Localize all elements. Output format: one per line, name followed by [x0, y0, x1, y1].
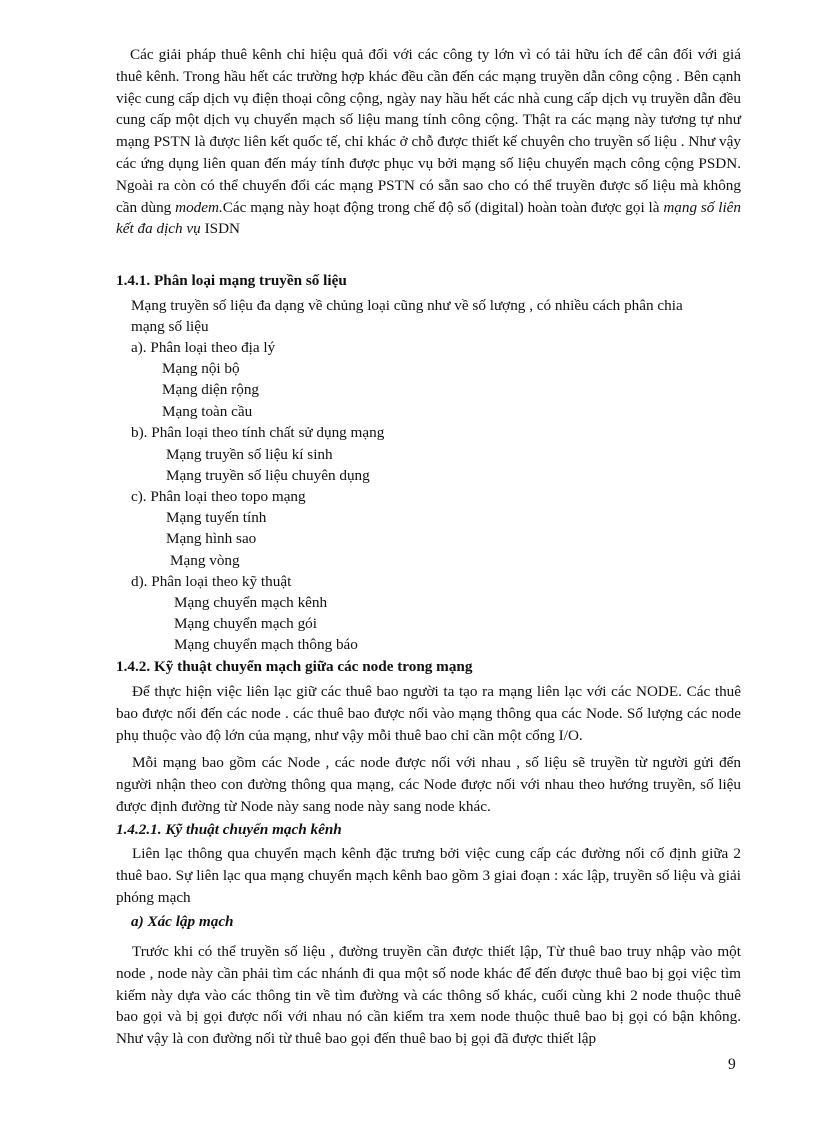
intro-paragraph — [116, 44, 741, 240]
list-a-heading: a). Phân loại theo địa lý — [131, 339, 276, 356]
page-number: 9 — [728, 1056, 736, 1073]
list-d-item-2: Mạng chuyển mạch gói — [174, 615, 317, 632]
section-1-4-2-1-heading: 1.4.2.1. Kỹ thuật chuyển mạch kênh — [116, 821, 342, 838]
list-d-item-3: Mạng chuyển mạch thông báo — [174, 636, 358, 653]
list-c-item-2: Mạng hình sao — [166, 530, 257, 547]
switching-paragraph-1: Để thực hiện việc liên lạc giữ các thuê bao người ta tạo ra mạng liên lạc với các NODE. Các thuê bao được nối đến các node . các thuê bao được nối vào mạng thông qua các Node. Số lượng các node phụ thuộc vào độ lớn của mạng, như vậy mỗi thuê bao chỉ cần một cổng I/O. — [116, 683, 741, 744]
list-c-item-3: Mạng vòng — [170, 552, 240, 569]
intro-text: Các giải pháp thuê kênh chỉ hiệu quả đối với các công ty lớn vì có tải hữu ích để cân đối với giá thuê kênh. Trong hầu hết các trường hợp khác đều cần đến các mạng truyền dẫn công cộng . Bên cạnh việc cung cấp dịch vụ điện thoại công cộng, ngày nay hầu hết các nhà cung cấp dịch vụ truyền dẫn đều cung cấp một dịch vụ chuyển mạch số liệu mang tính công cộng. Thật ra các mạng này tương tự như mạng PSTN là được liên kết quốc tế, chỉ khác ở chỗ được thiết kế chuyên cho truyền số liệu . Như vậy các ứng dụng liên quan đến máy tính được phục vụ bởi mạng số liệu chuyển mạch công cộng PSDN. Ngoài ra còn có thể chuyển đổi các mạng PSTN có sẵn sao cho có thể truyền được số liệu mà không cần dùng — [116, 46, 741, 216]
classification-intro-line-1: Mạng truyền số liệu đa dạng về chủng loại cũng như về số lượng , có nhiều cách phân chia — [131, 297, 683, 314]
subsection-a-heading: a) Xác lập mạch — [131, 913, 234, 930]
intro-text-2: Các mạng này hoạt động trong chế độ số (digital) hoàn toàn được gọi là — [222, 198, 664, 216]
intro-isdn: ISDN — [200, 220, 241, 238]
list-d-item-1: Mạng chuyển mạch kênh — [174, 594, 328, 611]
classification-intro-line-2: mạng số liệu — [131, 318, 209, 335]
list-a-item-1: Mạng nội bộ — [162, 360, 240, 377]
circuit-setup-paragraph: Trước khi có thể truyền số liệu , đường truyền cần được thiết lập, Từ thuê bao truy nhập vào một node , node này cần phải tìm các nhánh đi qua một số node khác để đến được thuê bao bị gọi việc tìm kiếm này dựa vào các thông tin về tìm đường và các thông số khác, cuối cùng khi 2 node thuộc thuê bao gọi và bị gọi được nối với nhau nó cần kiểm tra xem node thuộc thuê bao bị gọi có bận không. Như vậy là con đường nối từ thuê bao gọi đến thuê bao bị gọi đã được thiết lập — [116, 943, 741, 1048]
intro-modem: modem. — [175, 198, 223, 216]
list-a-item-2: Mạng diện rộng — [162, 381, 260, 398]
switching-paragraph-2: Mỗi mạng bao gồm các Node , các node được nối với nhau , số liệu sẽ truyền từ người gửi đến người nhận theo con đường thông qua mạng, các Node được nối với nhau theo hướng truyền, số liệu được định đường từ Node này sang node này sang node khác. — [116, 754, 741, 815]
section-1-4-2-heading: 1.4.2. Kỹ thuật chuyển mạch giữa các node trong mạng — [116, 658, 473, 675]
intro-isdn-italic: mạng số liên kết đa dịch vụ — [116, 198, 742, 238]
list-c-item-1: Mạng tuyến tính — [166, 509, 267, 526]
list-d-heading: d). Phân loại theo kỹ thuật — [131, 573, 292, 590]
list-b-item-1: Mạng truyền số liệu kí sinh — [166, 446, 333, 463]
list-b-item-2: Mạng truyền số liệu chuyên dụng — [166, 467, 370, 484]
list-b-heading: b). Phân loại theo tính chất sử dụng mạng — [131, 424, 385, 441]
circuit-switching-paragraph: Liên lạc thông qua chuyển mạch kênh đặc trưng bởi việc cung cấp các đường nối cố định giữa 2 thuê bao. Sự liên lạc qua mạng chuyển mạch kênh bao gồm 3 giai đoạn : xác lập, truyền số liệu và giải phóng mạch — [116, 845, 741, 906]
list-c-heading: c). Phân loại theo topo mạng — [131, 488, 306, 505]
list-a-item-3: Mạng toàn cầu — [162, 403, 253, 420]
section-1-4-1-heading: 1.4.1. Phân loại mạng truyền số liệu — [116, 272, 347, 289]
